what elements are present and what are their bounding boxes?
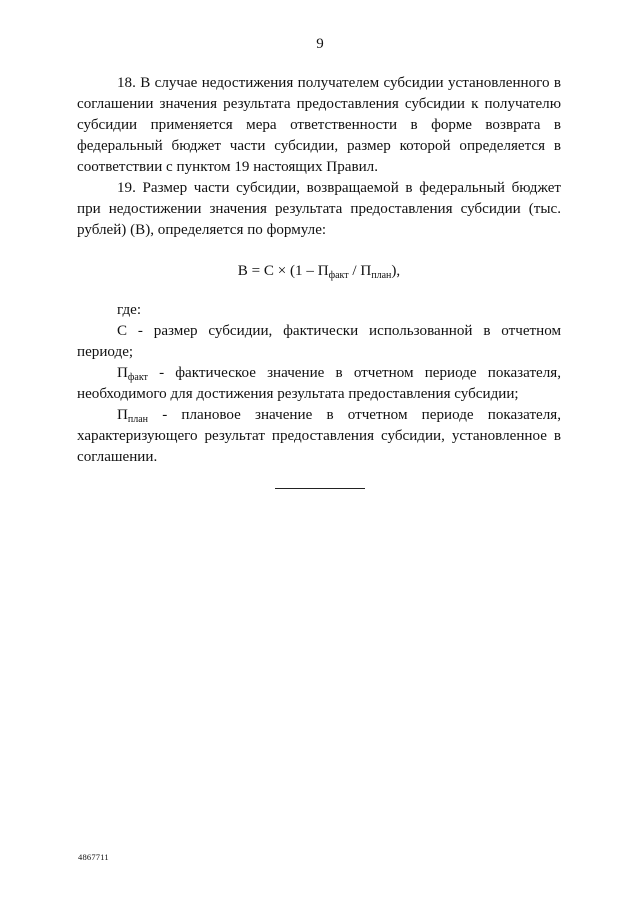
separator-line: [275, 488, 365, 489]
definition-pfact: [77, 363, 561, 405]
document-code: 4867711: [78, 852, 109, 862]
formula: [77, 261, 561, 282]
definition-pplan: [77, 405, 561, 468]
paragraph-19: 19. Размер части субсидии, возвращаемой в федеральный бюджет при недостижении значения результата предоставления субсидии (тыс. рублей) (В), определяется по формуле:: [77, 180, 561, 238]
definition-pplan-sub: план: [127, 414, 149, 425]
formula-sub-plan: план: [371, 270, 392, 281]
definition-pfact-symbol: П: [117, 365, 128, 381]
paragraph-18: 18. В случае недостижения получателем субсидии установленного в соглашении значения результата предоставления субсидии к получателю субсидии применяется мера ответственности в форме возврата в федеральный бюджет части субсидии, размер которой определяется в соответствии с пунктом 19 настоящих Правил.: [77, 75, 561, 175]
formula-sub-fact: факт: [328, 270, 349, 281]
definition-c: [77, 321, 561, 363]
formula-suffix: ),: [391, 263, 401, 279]
formula-prefix: В = С × (1 – П: [237, 263, 329, 279]
definition-c-text: - размер субсидии, фактически использованной в отчетном периоде;: [77, 323, 561, 360]
definition-pplan-symbol: П: [117, 407, 128, 423]
where-label: где:: [117, 302, 142, 318]
formula-middle: / П: [348, 263, 372, 279]
definition-pplan-text: - плановое значение в отчетном периоде показателя, характеризующего результат предоставления субсидии, установленное в соглашении.: [77, 407, 561, 465]
page-number: 9: [316, 36, 324, 52]
definition-pfact-text: - фактическое значение в отчетном периоде показателя, необходимого для достижения результата предоставления субсидии;: [77, 365, 561, 402]
definition-c-symbol: С: [117, 323, 128, 339]
document-body: [77, 73, 561, 468]
definition-pfact-sub: факт: [127, 372, 148, 383]
